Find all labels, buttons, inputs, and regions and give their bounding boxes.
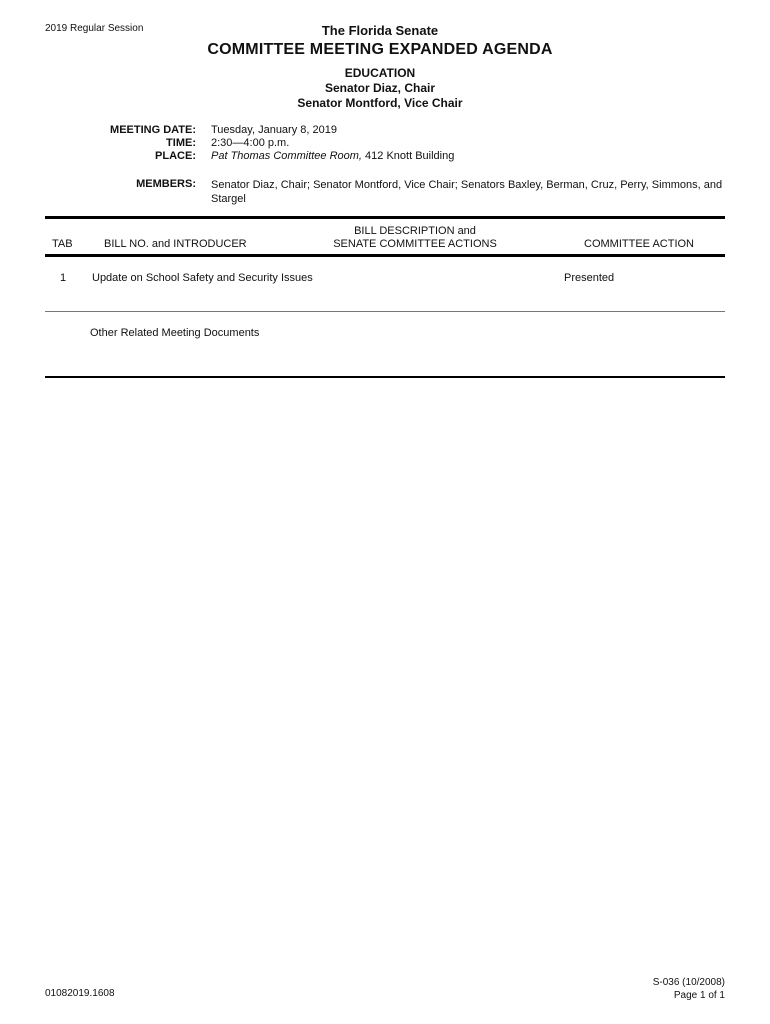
column-header-tab: TAB	[52, 238, 73, 250]
column-header-description-line2: SENATE COMMITTEE ACTIONS	[333, 238, 497, 250]
column-header-action: COMMITTEE ACTION	[584, 238, 694, 250]
related-documents-link[interactable]: Other Related Meeting Documents	[90, 327, 260, 339]
meeting-date-value: Tuesday, January 8, 2019	[211, 124, 337, 136]
column-header-description-line1: BILL DESCRIPTION and	[354, 225, 476, 237]
committee-vice-chair: Senator Montford, Vice Chair	[297, 96, 463, 110]
meeting-time-label: TIME:	[166, 137, 196, 149]
meeting-time-value: 2:30—4:00 p.m.	[211, 137, 290, 149]
row-divider	[45, 311, 725, 312]
meeting-building: 412 Knott Building	[362, 150, 455, 162]
footer-form-number: S-036 (10/2008)	[652, 977, 725, 988]
page-title: COMMITTEE MEETING EXPANDED AGENDA	[207, 41, 553, 58]
meeting-room: Pat Thomas Committee Room,	[211, 150, 362, 162]
organization-name: The Florida Senate	[321, 23, 439, 38]
column-header-description	[300, 225, 530, 251]
session-label: 2019 Regular Session	[45, 23, 144, 34]
footer-document-id: 01082019.1608	[45, 988, 115, 999]
meeting-place-value	[211, 150, 454, 162]
members-label: MEMBERS:	[136, 178, 196, 190]
table-row-tab: 1	[60, 272, 67, 284]
committee-name: EDUCATION	[344, 66, 416, 80]
committee-chair: Senator Diaz, Chair	[324, 81, 436, 95]
table-row-action: Presented	[564, 272, 615, 284]
meeting-place-label: PLACE:	[155, 150, 196, 162]
table-top-divider	[45, 216, 725, 219]
footer-page-number: Page 1 of 1	[673, 990, 725, 1001]
table-bottom-divider	[45, 376, 725, 378]
members-list: Senator Diaz, Chair; Senator Montford, Vice Chair; Senators Baxley, Berman, Cruz, Perry, Simmons, and Stargel	[211, 179, 723, 205]
column-header-bill: BILL NO. and INTRODUCER	[104, 238, 247, 250]
meeting-date-label: MEETING DATE:	[110, 124, 196, 136]
footer-right-block	[653, 976, 725, 1002]
table-row-item[interactable]: Update on School Safety and Security Issues	[92, 272, 313, 284]
table-header-divider	[45, 254, 725, 257]
